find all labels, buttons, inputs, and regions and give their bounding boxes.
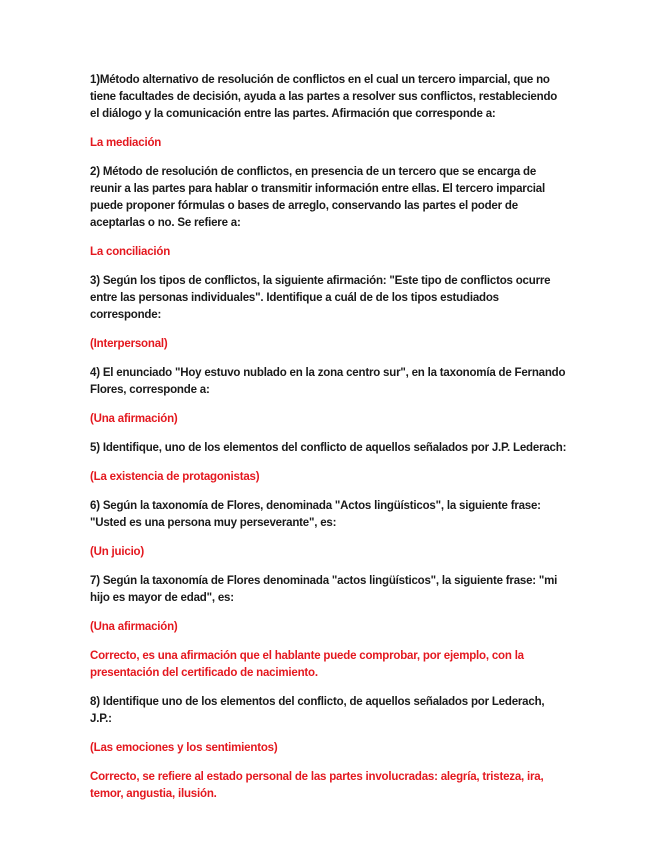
answer-5: (La existencia de protagonistas) [90,471,260,483]
answer-6: (Un juicio) [90,546,145,558]
answer-1: La mediación [90,137,162,149]
feedback-7: Correcto, es una afirmación que el hablante puede comprobar, por ejemplo, con la presentación del certificado de nacimiento. [90,650,524,679]
question-4: 4) El enunciado "Hoy estuvo nublado en la zona centro sur", en la taxonomía de Fernando Flores, corresponde a: [90,367,566,396]
document-page [90,72,568,815]
answer-8: (Las emociones y los sentimientos) [90,742,278,754]
question-2: 2) Método de resolución de conflictos, en presencia de un tercero que se encarga de reunir a las partes para hablar o transmitir información entre ellas. El tercero imparcial puede proponer fórmulas o bases de arreglo, conservando las partes el poder de aceptarlas o no. Se refiere a: [90,166,545,229]
answer-2: La conciliación [90,246,171,258]
question-8: 8) Identifique uno de los elementos del conflicto, de aquellos señalados por Lederach, J.P.: [90,696,545,725]
answer-4: (Una afirmación) [90,413,178,425]
question-5: 5) Identifique, uno de los elementos del conflicto de aquellos señalados por J.P. Lederach: [90,442,567,454]
answer-7: (Una afirmación) [90,621,178,633]
question-7: 7) Según la taxonomía de Flores denominada "actos lingüísticos", la siguiente frase: "mi hijo es mayor de edad", es: [90,575,558,604]
answer-3: (Interpersonal) [90,338,168,350]
feedback-8: Correcto, se refiere al estado personal de las partes involucradas: alegría, tristeza, ira, temor, angustia, ilusión. [90,771,544,800]
question-3: 3) Según los tipos de conflictos, la siguiente afirmación: "Este tipo de conflictos ocurre entre las personas individuales". Identifique a cuál de de los tipos estudiados corresponde: [90,275,551,321]
question-6: 6) Según la taxonomía de Flores, denominada "Actos lingüísticos", la siguiente frase: "Usted es una persona muy perseverante", es: [90,500,541,529]
question-1: 1)Método alternativo de resolución de conflictos en el cual un tercero imparcial, que no tiene facultades de decisión, ayuda a las partes a resolver sus conflictos, restableciendo el diálogo y la comunicación entre las partes. Afirmación que corresponde a: [90,74,558,120]
